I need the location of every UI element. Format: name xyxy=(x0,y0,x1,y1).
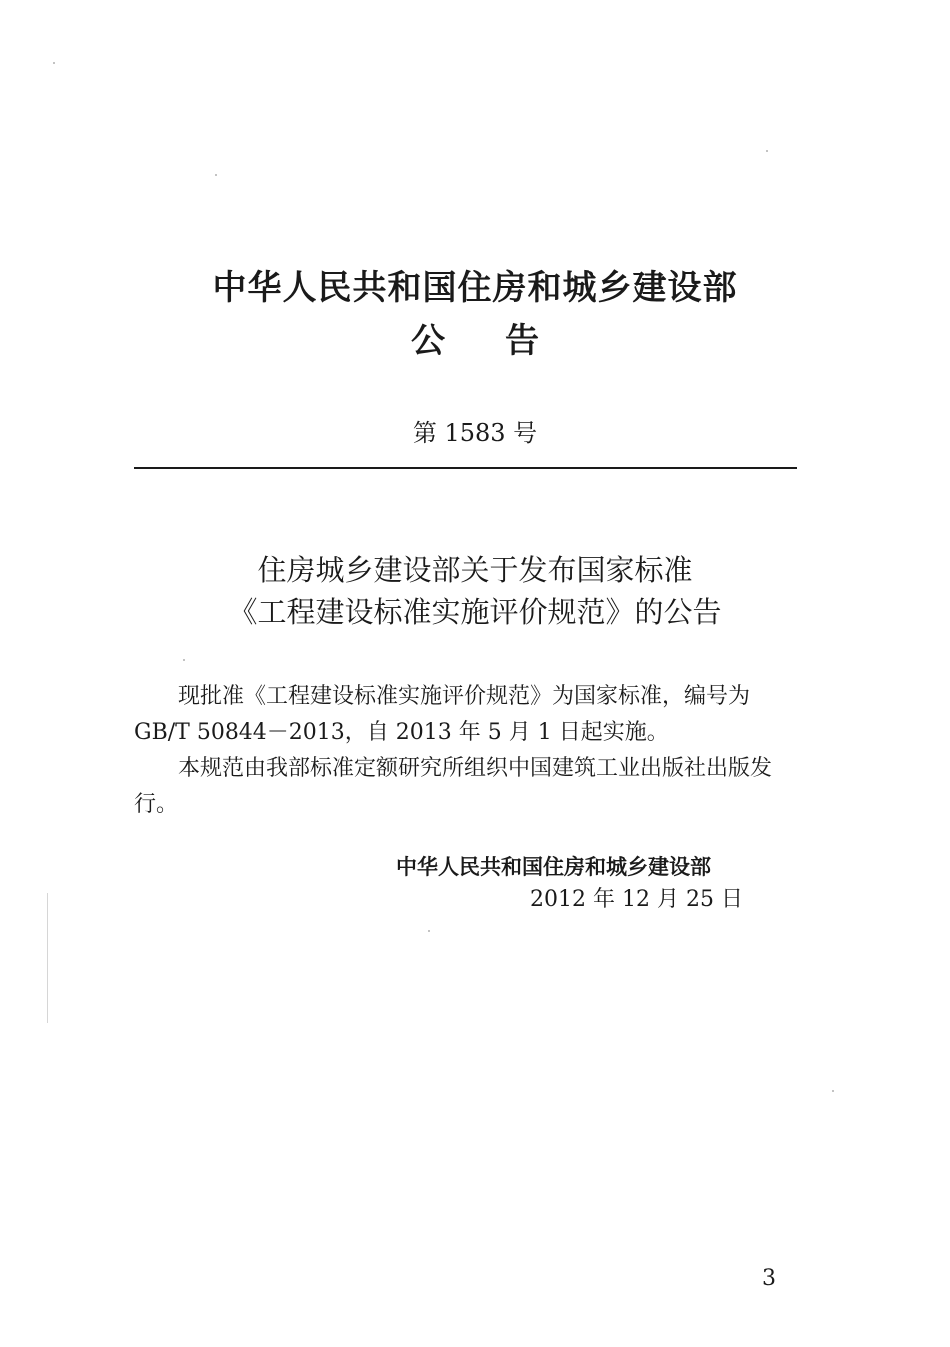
scan-speck xyxy=(832,1090,834,1092)
notice-heading: 公告 xyxy=(411,321,599,361)
scan-speck xyxy=(53,62,55,64)
signature-date: 2012 年 12 月 25 日 xyxy=(530,887,743,912)
scan-speck xyxy=(183,659,185,661)
body-paragraph-publication: 本规范由我部标准定额研究所组织中国建筑工业出版社出版发行。 xyxy=(134,756,773,817)
signature-organization: 中华人民共和国住房和城乡建设部 xyxy=(396,855,711,879)
scan-speck xyxy=(766,150,768,152)
scan-speck xyxy=(215,174,217,176)
header-divider xyxy=(134,467,797,469)
scan-edge-artifact xyxy=(47,893,48,1023)
scan-speck xyxy=(428,930,430,932)
announcement-title-line-2: 《工程建设标准实施评价规范》的公告 xyxy=(228,595,722,629)
announcement-title-line-1: 住房城乡建设部关于发布国家标准 xyxy=(257,553,693,587)
page-number: 3 xyxy=(762,1266,776,1291)
document-number: 第 1583 号 xyxy=(412,419,538,447)
body-paragraph-approval: 现批准《工程建设标准实施评价规范》为国家标准，编号为GB/T 50844－2013，自 2013 年 5 月 1 日起实施。 xyxy=(134,684,751,745)
issuing-organization-heading: 中华人民共和国住房和城乡建设部 xyxy=(212,268,738,308)
